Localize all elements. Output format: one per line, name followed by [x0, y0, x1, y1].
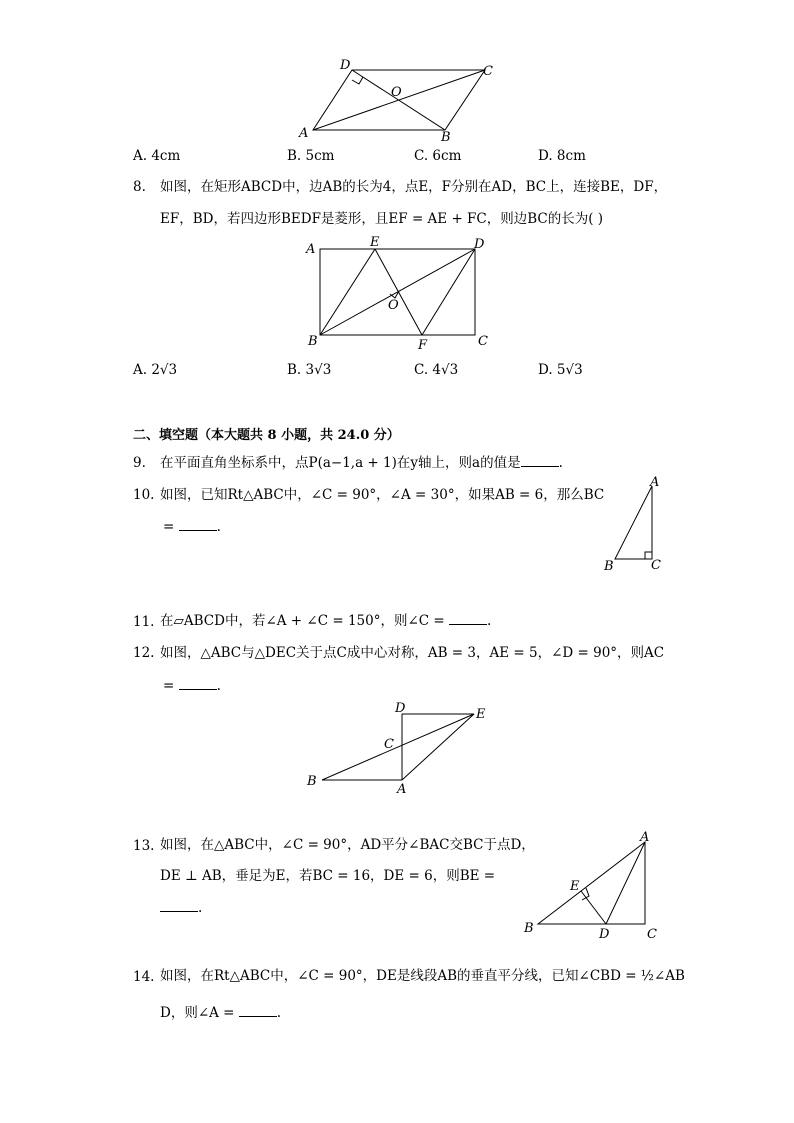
- q13-line3: [160, 899, 202, 917]
- q13-label-c: C: [647, 927, 657, 942]
- q9-text: 在平面直角坐标系中，点P(a−1,a + 1)在y轴上，则a的值是: [160, 455, 521, 471]
- q8-label-d: D: [474, 237, 485, 252]
- q7-label-c: C: [483, 64, 493, 79]
- q8-figure: [300, 235, 500, 353]
- q13-label-e: E: [570, 879, 580, 894]
- q13-answer-blank[interactable]: [160, 899, 198, 912]
- q13-label-d: D: [599, 927, 610, 942]
- q11-answer-blank[interactable]: [449, 612, 487, 625]
- q10-text-line1: 如图，已知Rt△ABC中，∠C = 90°，∠A = 30°，如果AB = 6，那么BC: [160, 487, 605, 503]
- q12-label-e: E: [476, 707, 486, 722]
- q7-label-b: B: [441, 130, 451, 145]
- q14-answer-blank[interactable]: [239, 1004, 277, 1017]
- q10-answer-blank[interactable]: [179, 518, 217, 531]
- section-title: 二、填空题（本大题共 8 小题，共 24.0 分）: [133, 428, 400, 443]
- q14-text-line1: 如图，在Rt△ABC中，∠C = 90°，DE是线段AB的垂直平分线，已知∠CBD = ½∠AB: [160, 968, 685, 984]
- q8-label-f: F: [418, 338, 428, 353]
- q13-label-b: B: [524, 921, 534, 936]
- q7-label-o: O: [391, 85, 402, 100]
- q9-number: 9.: [133, 455, 146, 471]
- q10-label-b: B: [604, 559, 614, 574]
- q13-number: 13.: [133, 838, 155, 854]
- q10-figure: [595, 474, 675, 576]
- q12-text-line1: 如图，△ABC与△DEC关于点C成中心对称，AB = 3，AE = 5，∠D = 90°，则AC: [160, 645, 665, 661]
- q12-tail: .: [216, 678, 221, 694]
- q12-line2: [163, 677, 221, 695]
- q9-line: [160, 454, 563, 472]
- q10-line2-prefix: =: [163, 519, 179, 535]
- q10-number: 10.: [133, 487, 155, 503]
- q11-tail: .: [487, 613, 492, 629]
- q8-label-a: A: [306, 242, 316, 257]
- q12-label-c: C: [384, 737, 394, 752]
- q13-tail: .: [198, 900, 203, 916]
- q11-number: 11.: [133, 614, 155, 630]
- q14-line2-text: D，则∠A =: [160, 1005, 235, 1021]
- q7-label-d: D: [340, 58, 351, 73]
- q12-figure: [300, 698, 500, 800]
- q13-label-a: A: [640, 830, 650, 845]
- q12-label-d: D: [395, 701, 406, 716]
- q8-text-line1: 如图，在矩形ABCD中，边AB的长为4，点E，F分别在AD，BC上，连接BE，DF，: [160, 179, 668, 195]
- q14-tail: .: [276, 1005, 282, 1021]
- q12-line2-prefix: =: [163, 678, 179, 694]
- q7-label-a: A: [299, 126, 309, 141]
- q7-option-a[interactable]: A. 4cm: [133, 148, 181, 164]
- q7-figure: [295, 55, 505, 145]
- q12-label-a: A: [397, 782, 407, 797]
- q8-label-c: C: [478, 334, 488, 349]
- q13-text-line2: DE ⊥ AB，垂足为E，若BC = 16，DE = 6，则BE =: [160, 868, 496, 884]
- q9-answer-blank[interactable]: [521, 454, 559, 467]
- q10-label-c: C: [651, 558, 661, 573]
- q13-text-line1: 如图，在△ABC中，∠C = 90°，AD平分∠BAC交BC于点D，: [160, 837, 535, 853]
- q8-option-a[interactable]: A. 2√3: [133, 362, 178, 378]
- q14-line2: [160, 1004, 281, 1022]
- q8-number: 8.: [133, 179, 146, 195]
- q12-label-b: B: [307, 774, 317, 789]
- q14-number: 14.: [133, 969, 155, 985]
- q10-label-a: A: [650, 475, 660, 490]
- q8-option-d[interactable]: D. 5√3: [538, 362, 583, 378]
- q10-tail: .: [216, 519, 221, 535]
- q8-option-b[interactable]: B. 3√3: [287, 362, 332, 378]
- q13-figure: [520, 828, 670, 943]
- q8-option-c[interactable]: C. 4√3: [414, 362, 459, 378]
- q12-number: 12.: [133, 645, 155, 661]
- q8-label-o: O: [388, 298, 399, 313]
- q8-label-e: E: [370, 235, 380, 250]
- q10-line2: [163, 518, 221, 536]
- q11-line: [160, 612, 491, 630]
- q11-text: 在▱ABCD中，若∠A + ∠C = 150°，则∠C =: [160, 613, 445, 629]
- q7-option-d[interactable]: D. 8cm: [538, 148, 586, 164]
- q7-option-b[interactable]: B. 5cm: [287, 148, 335, 164]
- q7-option-c[interactable]: C. 6cm: [414, 148, 462, 164]
- q9-tail: .: [558, 455, 563, 471]
- q8-text-line2: EF，BD，若四边形BEDF是菱形，且EF = AE + FC，则边BC的长为( ): [160, 211, 604, 227]
- q12-answer-blank[interactable]: [179, 677, 217, 690]
- q8-label-b: B: [308, 334, 318, 349]
